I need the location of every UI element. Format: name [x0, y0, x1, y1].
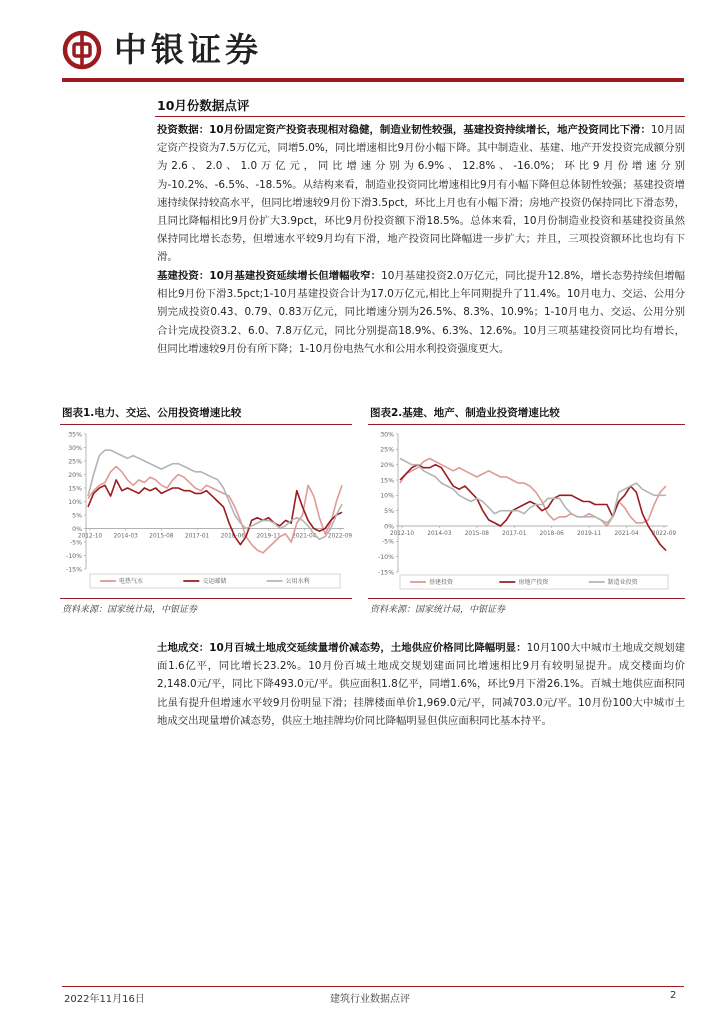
- brand-name: 中银证券: [114, 30, 262, 69]
- x-tick-label: 2021-04: [292, 533, 317, 540]
- legend-label: 制造业投资: [607, 579, 638, 587]
- y-tick-label: 30%: [380, 431, 394, 439]
- y-tick-label: 10%: [380, 492, 394, 500]
- figure1-chart: [60, 428, 352, 595]
- y-tick-label: -10%: [378, 553, 394, 561]
- x-tick-label: 2022-09: [651, 531, 677, 537]
- figure1-source-divider: [60, 598, 352, 599]
- y-tick-label: 25%: [68, 458, 82, 466]
- land-paragraph: [157, 639, 685, 730]
- figure2-title-divider: [368, 424, 685, 425]
- legend-label: 房地产投资: [518, 579, 549, 587]
- x-tick-label: 2014-03: [113, 533, 138, 540]
- y-tick-label: 35%: [68, 431, 82, 439]
- footer-divider: [62, 986, 684, 987]
- y-tick-label: 20%: [380, 461, 394, 469]
- x-tick-label: 2018-06: [539, 531, 564, 537]
- y-tick-label: 30%: [68, 444, 82, 452]
- bank-of-china-logo: [62, 30, 102, 70]
- x-tick-label: 2022-09: [327, 533, 352, 540]
- y-tick-label: 0%: [384, 523, 394, 531]
- y-tick-label: 5%: [72, 512, 82, 520]
- investment-lead: 投资数据：10月份固定资产投资表现相对稳健，制造业韧性较强，基建投资持续增长，地产投资同比下滑：: [157, 124, 651, 136]
- y-tick-label: 15%: [380, 477, 394, 485]
- x-tick-label: 2015-08: [464, 531, 489, 537]
- x-tick-label: 2019-11: [577, 531, 602, 537]
- x-tick-label: 2015-08: [149, 533, 174, 540]
- y-tick-label: 20%: [68, 471, 82, 479]
- y-tick-label: 25%: [380, 446, 394, 454]
- y-tick-label: 5%: [384, 507, 394, 515]
- legend-label: 公用水利: [285, 578, 310, 586]
- infrastructure-body: 10月基建投资2.0万亿元，同比提升12.8%，增长态势持续但增幅相比9月份下滑3.5pct;1-10月基建投资合计为17.0万亿元,相比上年同期提升了11.4%。10月电力、交运、公用分别完成投资0.43、0.79、0.83万亿元，同比增速分别为26.5%、8.3%、10.9%；1-10月电力、交运、公用分别合计完成投资3.2、6.0、7.8万亿元，同比分别提高18.9%、6.3%、12.6%。10月三项基建投资同比均有增长，但同比增速较9月份有所下降；1-10月份电热气水和公用水利投资强度更大。: [157, 270, 685, 355]
- figure2-chart: [368, 428, 685, 595]
- x-tick-label: 2012-10: [389, 531, 415, 537]
- figure1-title-divider: [60, 424, 352, 425]
- legend-label: 基建投资: [429, 579, 454, 587]
- footer-report-title: 建筑行业数据点评: [330, 994, 410, 1005]
- y-tick-label: -15%: [66, 566, 82, 574]
- x-tick-label: 2021-04: [614, 531, 639, 537]
- header-divider: [62, 78, 684, 82]
- y-tick-label: 15%: [68, 485, 82, 493]
- y-tick-label: -5%: [381, 538, 394, 546]
- y-tick-label: -10%: [66, 552, 82, 560]
- legend-label: 电热气水: [119, 578, 144, 586]
- x-tick-label: 2019-11: [256, 533, 281, 540]
- section-title-divider: [155, 116, 685, 117]
- legend-label: 交运邮储: [202, 578, 227, 586]
- x-tick-label: 2017-01: [185, 533, 210, 540]
- y-tick-label: -15%: [378, 569, 394, 577]
- section-title: 10月份数据点评: [157, 98, 250, 113]
- land-lead: 土地成交：10月百城土地成交延续量增价减态势，土地供应价格同比降幅明显：: [157, 642, 527, 654]
- series-line-2: [400, 465, 666, 551]
- y-tick-label: 0%: [72, 525, 82, 533]
- x-tick-label: 2018-06: [220, 533, 245, 540]
- investment-paragraph: [157, 121, 685, 267]
- page-number: 2: [670, 990, 677, 1001]
- x-tick-label: 2017-01: [502, 531, 527, 537]
- figure1-source: 资料来源：国家统计局，中银证券: [62, 605, 198, 615]
- figure2-source-divider: [368, 598, 685, 599]
- infrastructure-paragraph: [157, 267, 685, 358]
- series-line-3: [400, 459, 666, 523]
- figure2-title: 图表2.基建、地产、制造业投资增速比较: [370, 407, 560, 419]
- x-tick-label: 2012-10: [77, 533, 103, 540]
- figure2-source: 资料来源：国家统计局，中银证券: [370, 605, 506, 615]
- y-tick-label: 10%: [68, 498, 82, 506]
- series-line-3: [88, 450, 342, 539]
- page-header: [0, 0, 725, 82]
- infrastructure-lead: 基建投资：10月基建投资延续增长但增幅收窄：: [157, 270, 382, 282]
- figure1-title: 图表1.电力、交运、公用投资增速比较: [62, 407, 242, 419]
- x-tick-label: 2014-03: [427, 531, 452, 537]
- y-tick-label: -5%: [69, 539, 82, 547]
- land-body: 10月100大中城市土地成交规划建面1.6亿平，同比增长23.2%。10月份百城土地成交规划建面同比增速相比9月有较明显提升。成交楼面均价2,148.0元/平，同比下降493.0元/平。供应面积1.8亿平，同增1.6%，环比9月下滑26.1%。百城土地供应面积同比虽有提升但增速水平较9月份明显下滑；挂牌楼面单价1,969.0元/平，同减703.0元/平。10月份100大中城市土地成交出现量增价减态势，供应土地挂牌均价同比降幅明显但供应面积同比基本持平。: [157, 642, 685, 727]
- investment-body: 10月固定资产投资为7.5万亿元，同增5.0%，同比增速相比9月份小幅下降。其中制造业、基建、地产开发投资完成额分别为2.6、2.0、1.0万亿元，同比增速分别为6.9%、12.8%、-16.0%；环比9月份增速分别为-10.2%、-6.5%、-18.5%。从结构来看，制造业投资同比增速相比9月有小幅下降但总体韧性较强；基建投资增速持续保持较高水平，但同比增速较9月份下滑3.5pct，环比上月也有小幅下滑；房地产投资仍保持同比下滑态势，且同比降幅相比9月份扩大3.9pct，环比9月份投资额下滑18.5%。总体来看，10月份制造业投资和基建投资虽然保持同比增长态势，但增速水平较9月均有下滑，地产投资同比降幅进一步扩大；并且，三项投资额环比也均有下滑。: [157, 124, 685, 264]
- footer-date: 2022年11月16日: [64, 994, 145, 1005]
